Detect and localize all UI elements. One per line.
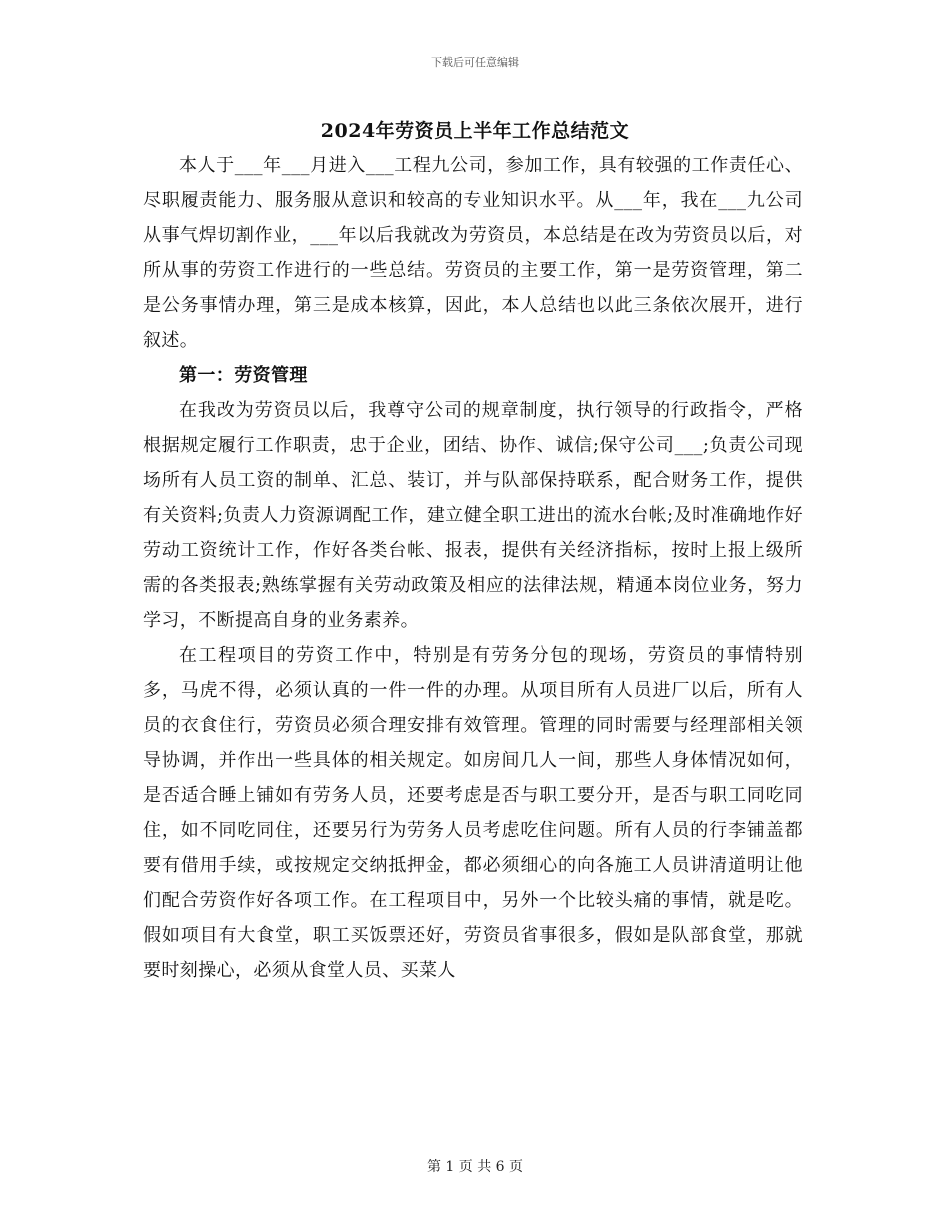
- intro-paragraph: 本人于___年___月进入___工程九公司，参加工作，具有较强的工作责任心、尽职履责能力、服务服从意识和较高的专业知识水平。从___年，我在___九公司从事气焊切割作业，___年以后我就改为劳资员，本总结是在改为劳资员以后，对所从事的劳资工作进行的一些总结。劳资员的主要工作，第一是劳资管理，第二是公务事情办理，第三是成本核算，因此，本人总结也以此三条依次展开，进行叙述。: [143, 155, 803, 351]
- document-body: [143, 148, 803, 988]
- page-footer: 第 1 页 共 6 页: [426, 1159, 524, 1175]
- project-labor-paragraph: 在工程项目的劳资工作中，特别是有劳务分包的现场，劳资员的事情特别多，马虎不得，必须认真的一件一件的办理。从项目所有人员进厂以后，所有人员的衣食住行，劳资员必须合理安排有效管理。管理的同时需要与经理部相关领导协调，并作出一些具体的相关规定。如房间几人一间，那些人身体情况如何，是否适合睡上铺如有劳务人员，还要考虑是否与职工要分开，是否与职工同吃同住，如不同吃同住，还要另行为劳务人员考虑吃住问题。所有人员的行李铺盖都要有借用手续，或按规定交纳抵押金，都必须细心的向各施工人员讲清道明让他们配合劳资作好各项工作。在工程项目中，另外一个比较头痛的事情，就是吃。假如项目有大食堂，职工买饭票还好，劳资员省事很多，假如是队部食堂，那就要时刻操心，必须从食堂人员、买菜人: [143, 645, 803, 981]
- section-heading-labor-management: 第一：劳资管理: [179, 365, 308, 386]
- labor-management-paragraph: 在我改为劳资员以后，我尊守公司的规章制度，执行领导的行政指令，严格根据规定履行工作职责，忠于企业，团结、协作、诚信;保守公司___;负责公司现场所有人员工资的制单、汇总、装订，并与队部保持联系，配合财务工作，提供有关资料;负责人力资源调配工作，建立健全职工进出的流水台帐;及时准确地作好劳动工资统计工作，作好各类台帐、报表，提供有关经济指标，按时上报上级所需的各类报表;熟练掌握有关劳动政策及相应的法律法规，精通本岗位业务，努力学习，不断提高自身的业务素养。: [143, 400, 803, 631]
- document-title: 2024年劳资员上半年工作总结范文: [320, 120, 630, 142]
- header-note: 下载后可任意编辑: [431, 56, 519, 69]
